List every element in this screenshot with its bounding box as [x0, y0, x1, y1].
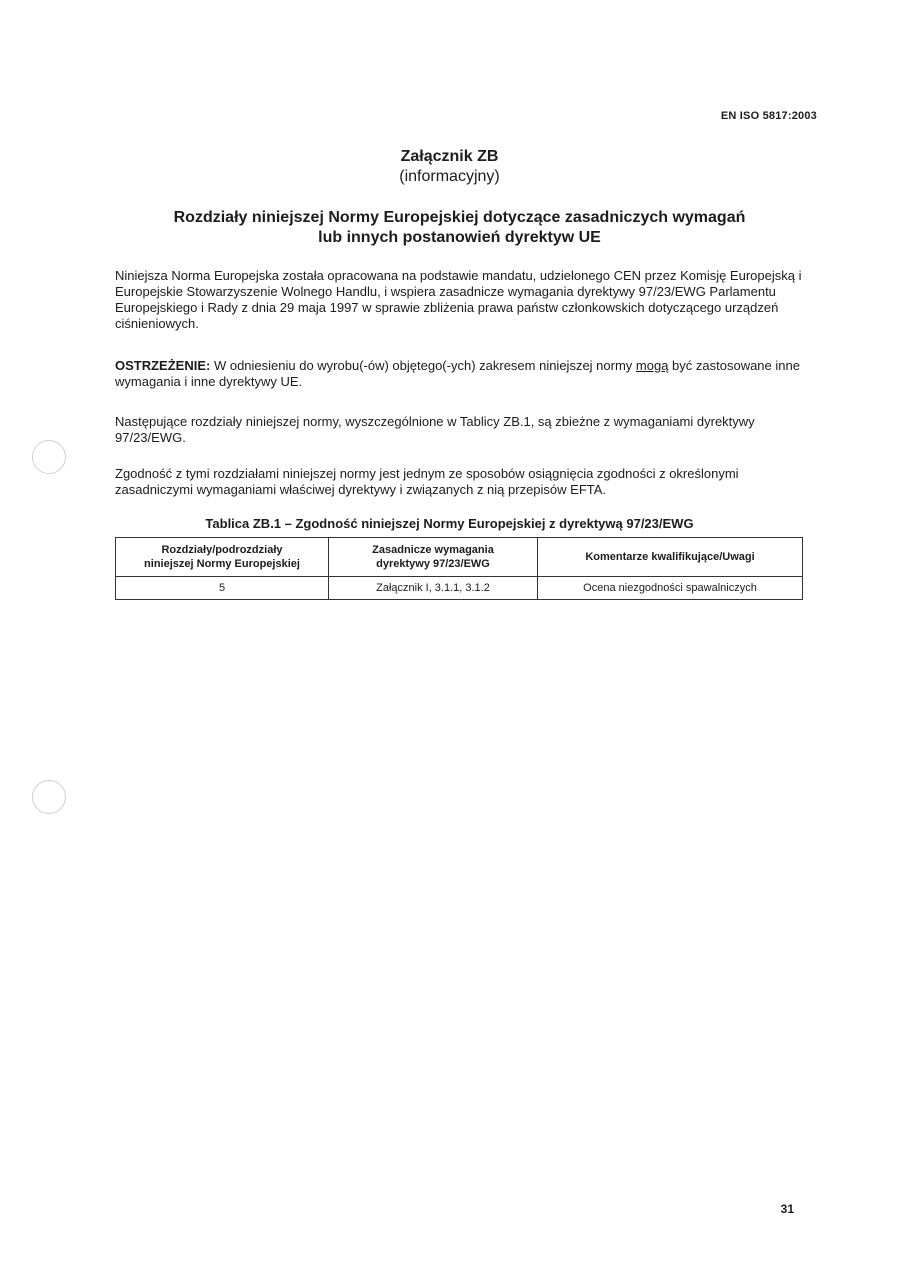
table-cell-requirement: Załącznik I, 3.1.1, 3.1.2 [329, 577, 538, 600]
page-number: 31 [780, 1202, 794, 1216]
standard-code: EN ISO 5817:2003 [720, 110, 817, 122]
paragraph-clauses: Następujące rozdziały niniejszej normy, wyszczególnione w Tablicy ZB.1, są zbieżne z wymaganiami dyrektywy 97/23/EWG. [115, 414, 755, 445]
section-heading [120, 208, 799, 248]
section-heading-line2: lub innych postanowień dyrektyw UE [318, 229, 601, 246]
section-heading-line1: Rozdziały niniejszej Normy Europejskiej dotyczące zasadniczych wymagań [173, 209, 746, 226]
warning-text-before: W odniesieniu do wyrobu(-ów) objętego(-ych) zakresem niniejszej normy [210, 358, 636, 373]
punch-hole-mark [32, 440, 66, 474]
warning-text-underlined: mogą [635, 358, 669, 373]
paragraph-mandate: Niniejsza Norma Europejska została opracowana na podstawie mandatu, udzielonego CEN przez Komisję Europejską i Europejskie Stowarzyszenie Wolnego Handlu, i wspiera zasadnicze wymagania dyrektywy 97/23/EWG Parlamentu Europejskiego i Rady z dnia 29 maja 1997 w sprawie zbliżenia prawa państw członkowskich dotyczącego urządzeń ciśnieniowych. [115, 268, 802, 331]
header-text: niniejszej Normy Europejskiej [144, 558, 300, 570]
table-cell-comment: Ocena niezgodności spawalniczych [538, 577, 803, 600]
table-title: Tablica ZB.1 – Zgodność niniejszej Normy Europejskiej z dyrektywą 97/23/EWG [205, 516, 694, 531]
annex-title-block [0, 147, 899, 187]
table-cell-clause: 5 [116, 577, 329, 600]
table-header-clauses [116, 538, 329, 577]
header-text: Komentarze kwalifikujące/Uwagi [585, 551, 755, 563]
header-text: Rozdziały/podrozdziały [161, 544, 283, 556]
annex-subtitle: (informacyjny) [399, 168, 500, 185]
annex-title: Załącznik ZB [400, 148, 499, 165]
header-text: Zasadnicze wymagania [372, 544, 494, 556]
table-header-requirements [329, 538, 538, 577]
header-text: dyrektywy 97/23/EWG [376, 558, 490, 570]
paragraph-warning [115, 358, 815, 390]
warning-label: OSTRZEŻENIE: [115, 358, 211, 373]
table-header-row [116, 538, 803, 577]
punch-hole-mark [32, 780, 66, 814]
table-row [116, 577, 803, 600]
warning-text-after: być zastosowane inne wymagania i inne dyrektywy UE. [115, 358, 800, 389]
table-header-comments [538, 538, 803, 577]
correspondence-table [115, 537, 803, 600]
paragraph-conformity: Zgodność z tymi rozdziałami niniejszej normy jest jednym ze sposobów osiągnięcia zgodności z określonymi zasadniczymi wymaganiami właściwej dyrektywy i związanych z nią przepisów EFTA. [115, 466, 739, 497]
